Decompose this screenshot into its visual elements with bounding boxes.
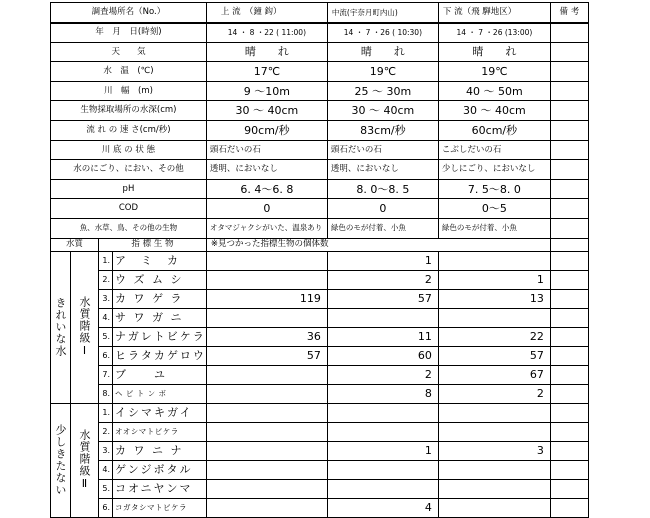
info-value-mid: 8. 0〜8. 5 bbox=[327, 179, 438, 199]
indicator-name: オオシマトビケラ bbox=[113, 422, 207, 441]
info-row-label: 天 気 bbox=[51, 42, 207, 62]
indicator-number: 3. bbox=[99, 441, 113, 460]
info-value-mid: 83cm/秒 bbox=[327, 120, 438, 140]
indicator-number: 7. bbox=[99, 365, 113, 384]
count-up bbox=[206, 384, 327, 403]
count-down: 13 bbox=[438, 289, 550, 308]
indicator-row bbox=[51, 460, 589, 479]
count-up: 119 bbox=[206, 289, 327, 308]
info-value-down: 40 〜 50m bbox=[438, 81, 550, 101]
info-value-mid: 14 ・ 7 ・26 ( 10:30) bbox=[327, 23, 438, 43]
header-label: 調査場所名（No.） bbox=[51, 3, 207, 23]
count-up bbox=[206, 422, 327, 441]
remarks-cell bbox=[550, 365, 588, 384]
indicator-header-water-quality: 水質 bbox=[51, 238, 99, 251]
count-up bbox=[206, 479, 327, 498]
group-level: 水質階級Ⅰ bbox=[71, 251, 99, 403]
info-value-mid: 透明、においなし bbox=[327, 160, 438, 180]
info-value-down: 14 ・ 7 ・26 (13:00) bbox=[438, 23, 550, 43]
indicator-header-indicator: 指 標 生 物 bbox=[99, 238, 207, 251]
indicator-number: 6. bbox=[99, 346, 113, 365]
info-value-up: 0 bbox=[206, 199, 327, 219]
info-row bbox=[51, 81, 589, 101]
info-value-mid: 頭石だいの石 bbox=[327, 140, 438, 160]
remarks-cell bbox=[550, 460, 588, 479]
info-row-label: COD bbox=[51, 199, 207, 219]
remarks-cell bbox=[550, 101, 588, 121]
header-remarks: 備 考 bbox=[550, 3, 588, 23]
remarks-cell bbox=[550, 140, 588, 160]
indicator-number: 1. bbox=[99, 403, 113, 422]
remarks-cell bbox=[550, 441, 588, 460]
indicator-name: ア ミ カ bbox=[113, 251, 207, 270]
indicator-number: 3. bbox=[99, 289, 113, 308]
info-value-down: 晴 れ bbox=[438, 42, 550, 62]
remarks-cell bbox=[550, 289, 588, 308]
count-down bbox=[438, 403, 550, 422]
count-mid: 1 bbox=[327, 441, 438, 460]
count-down bbox=[438, 422, 550, 441]
indicator-row bbox=[51, 441, 589, 460]
indicator-name: コガタシマトビケラ bbox=[113, 498, 207, 517]
header-downstream: 下 流（飛 騨地区） bbox=[438, 3, 550, 23]
count-mid: 57 bbox=[327, 289, 438, 308]
indicator-row bbox=[51, 308, 589, 327]
indicator-row bbox=[51, 270, 589, 289]
indicator-row bbox=[51, 479, 589, 498]
info-value-down: こぶしだいの石 bbox=[438, 140, 550, 160]
count-up bbox=[206, 441, 327, 460]
count-mid: 11 bbox=[327, 327, 438, 346]
indicator-header-row bbox=[51, 238, 589, 251]
info-row-label: 川 底 の 状 態 bbox=[51, 140, 207, 160]
remarks-cell bbox=[550, 327, 588, 346]
header-upstream: 上 流 （鐘 鈎） bbox=[206, 3, 327, 23]
group-category: 少しきたない bbox=[51, 403, 71, 517]
indicator-row bbox=[51, 289, 589, 308]
info-row-label: 水のにごり、におい、その他 bbox=[51, 160, 207, 180]
count-down: 3 bbox=[438, 441, 550, 460]
indicator-number: 8. bbox=[99, 384, 113, 403]
count-mid bbox=[327, 422, 438, 441]
remarks-cell bbox=[550, 498, 588, 517]
indicator-number: 1. bbox=[99, 251, 113, 270]
info-row-label: 川 幅 (m) bbox=[51, 81, 207, 101]
info-row bbox=[51, 23, 589, 43]
info-value-down: 7. 5〜8. 0 bbox=[438, 179, 550, 199]
remarks-cell bbox=[550, 120, 588, 140]
survey-table-body bbox=[51, 3, 589, 518]
info-value-down: 0〜5 bbox=[438, 199, 550, 219]
remarks-cell bbox=[550, 160, 588, 180]
info-row-label: pH bbox=[51, 179, 207, 199]
count-mid bbox=[327, 308, 438, 327]
group-level: 水質階級Ⅱ bbox=[71, 403, 99, 517]
info-row bbox=[51, 199, 589, 219]
info-row bbox=[51, 160, 589, 180]
count-down: 22 bbox=[438, 327, 550, 346]
info-value-up: 透明、においなし bbox=[206, 160, 327, 180]
info-value-mid: 25 〜 30m bbox=[327, 81, 438, 101]
remarks-cell bbox=[550, 199, 588, 219]
indicator-name: コオニヤンマ bbox=[113, 479, 207, 498]
count-mid: 2 bbox=[327, 365, 438, 384]
remarks-cell bbox=[550, 23, 588, 43]
indicator-number: 4. bbox=[99, 460, 113, 479]
remarks-cell bbox=[550, 81, 588, 101]
info-row bbox=[51, 179, 589, 199]
info-value-mid: 19℃ bbox=[327, 62, 438, 82]
indicator-name: イシマキガイ bbox=[113, 403, 207, 422]
count-up bbox=[206, 403, 327, 422]
indicator-row bbox=[51, 327, 589, 346]
info-value-down: 19℃ bbox=[438, 62, 550, 82]
info-value-up: 晴 れ bbox=[206, 42, 327, 62]
info-value-up: 17℃ bbox=[206, 62, 327, 82]
count-mid bbox=[327, 403, 438, 422]
info-value-mid: 30 〜 40cm bbox=[327, 101, 438, 121]
indicator-name: カ ワ ニ ナ bbox=[113, 441, 207, 460]
info-row-label: 生物採取場所の水深(cm) bbox=[51, 101, 207, 121]
indicator-row bbox=[51, 251, 589, 270]
info-row bbox=[51, 120, 589, 140]
remarks-cell bbox=[550, 346, 588, 365]
count-down: 57 bbox=[438, 346, 550, 365]
count-up: 36 bbox=[206, 327, 327, 346]
info-value-up: 頭石だいの石 bbox=[206, 140, 327, 160]
count-up: 57 bbox=[206, 346, 327, 365]
remarks-cell bbox=[550, 422, 588, 441]
info-value-up: 90cm/秒 bbox=[206, 120, 327, 140]
count-down bbox=[438, 308, 550, 327]
remarks-cell bbox=[550, 270, 588, 289]
remarks-cell bbox=[550, 251, 588, 270]
remarks-cell bbox=[550, 238, 588, 251]
info-row-label: 魚、水草、鳥、その他の生物 bbox=[51, 218, 207, 238]
indicator-header-note: ※見つかった指標生物の個体数 bbox=[206, 238, 550, 251]
info-value-up: 6. 4〜6. 8 bbox=[206, 179, 327, 199]
info-row bbox=[51, 42, 589, 62]
count-mid: 4 bbox=[327, 498, 438, 517]
remarks-cell bbox=[550, 384, 588, 403]
count-down bbox=[438, 498, 550, 517]
info-value-mid: 緑色のモが付着、小魚 bbox=[327, 218, 438, 238]
info-value-up: 30 〜 40cm bbox=[206, 101, 327, 121]
count-mid: 8 bbox=[327, 384, 438, 403]
count-mid bbox=[327, 460, 438, 479]
count-down bbox=[438, 479, 550, 498]
group-category: きれいな水 bbox=[51, 251, 71, 403]
info-row bbox=[51, 218, 589, 238]
indicator-row bbox=[51, 498, 589, 517]
indicator-number: 4. bbox=[99, 308, 113, 327]
count-down: 1 bbox=[438, 270, 550, 289]
indicator-number: 5. bbox=[99, 479, 113, 498]
indicator-number: 5. bbox=[99, 327, 113, 346]
survey-table bbox=[50, 2, 589, 518]
indicator-name: ナガレトビケラ bbox=[113, 327, 207, 346]
info-row bbox=[51, 101, 589, 121]
count-down: 67 bbox=[438, 365, 550, 384]
count-up bbox=[206, 308, 327, 327]
count-up bbox=[206, 498, 327, 517]
remarks-cell bbox=[550, 308, 588, 327]
info-value-mid: 晴 れ bbox=[327, 42, 438, 62]
indicator-name: ウ ズ ム シ bbox=[113, 270, 207, 289]
info-row bbox=[51, 62, 589, 82]
indicator-name: カ ワ ゲ ラ bbox=[113, 289, 207, 308]
info-row-label: 流 れ の 速 さ(cm/秒) bbox=[51, 120, 207, 140]
remarks-cell bbox=[550, 62, 588, 82]
indicator-name: ヒラタカゲロウ bbox=[113, 346, 207, 365]
info-row-label: 水 温 (℃) bbox=[51, 62, 207, 82]
info-value-up: オタマジャクシがいた、温泉あり bbox=[206, 218, 327, 238]
count-mid: 1 bbox=[327, 251, 438, 270]
indicator-row bbox=[51, 384, 589, 403]
indicator-row bbox=[51, 422, 589, 441]
info-value-up: 14 ・ 8 ・22 ( 11:00) bbox=[206, 23, 327, 43]
info-row bbox=[51, 140, 589, 160]
indicator-name: ヘ ビ ト ン ボ bbox=[113, 384, 207, 403]
info-value-mid: 0 bbox=[327, 199, 438, 219]
remarks-cell bbox=[550, 479, 588, 498]
count-up bbox=[206, 251, 327, 270]
indicator-number: 2. bbox=[99, 270, 113, 289]
remarks-cell bbox=[550, 179, 588, 199]
remarks-cell bbox=[550, 403, 588, 422]
info-value-down: 30 〜 40cm bbox=[438, 101, 550, 121]
count-up bbox=[206, 365, 327, 384]
header-midstream: 中流(宇奈月町内山) bbox=[327, 3, 438, 23]
indicator-name: ゲンジボタル bbox=[113, 460, 207, 479]
count-mid: 2 bbox=[327, 270, 438, 289]
count-mid bbox=[327, 479, 438, 498]
remarks-cell bbox=[550, 42, 588, 62]
count-down: 2 bbox=[438, 384, 550, 403]
info-row-label: 年 月 日(時刻) bbox=[51, 23, 207, 43]
remarks-cell bbox=[550, 218, 588, 238]
count-down bbox=[438, 251, 550, 270]
count-down bbox=[438, 460, 550, 479]
count-mid: 60 bbox=[327, 346, 438, 365]
info-value-down: 60cm/秒 bbox=[438, 120, 550, 140]
indicator-name: サ ワ ガ ニ bbox=[113, 308, 207, 327]
count-up bbox=[206, 460, 327, 479]
indicator-row bbox=[51, 365, 589, 384]
header-row bbox=[51, 3, 589, 23]
count-up bbox=[206, 270, 327, 289]
info-value-down: 少しにごり、においなし bbox=[438, 160, 550, 180]
indicator-number: 2. bbox=[99, 422, 113, 441]
indicator-name: ブ ユ bbox=[113, 365, 207, 384]
indicator-row bbox=[51, 403, 589, 422]
survey-sheet bbox=[50, 2, 589, 518]
info-value-down: 緑色のモが付着、小魚 bbox=[438, 218, 550, 238]
indicator-row bbox=[51, 346, 589, 365]
info-value-up: 9 〜10m bbox=[206, 81, 327, 101]
indicator-number: 6. bbox=[99, 498, 113, 517]
